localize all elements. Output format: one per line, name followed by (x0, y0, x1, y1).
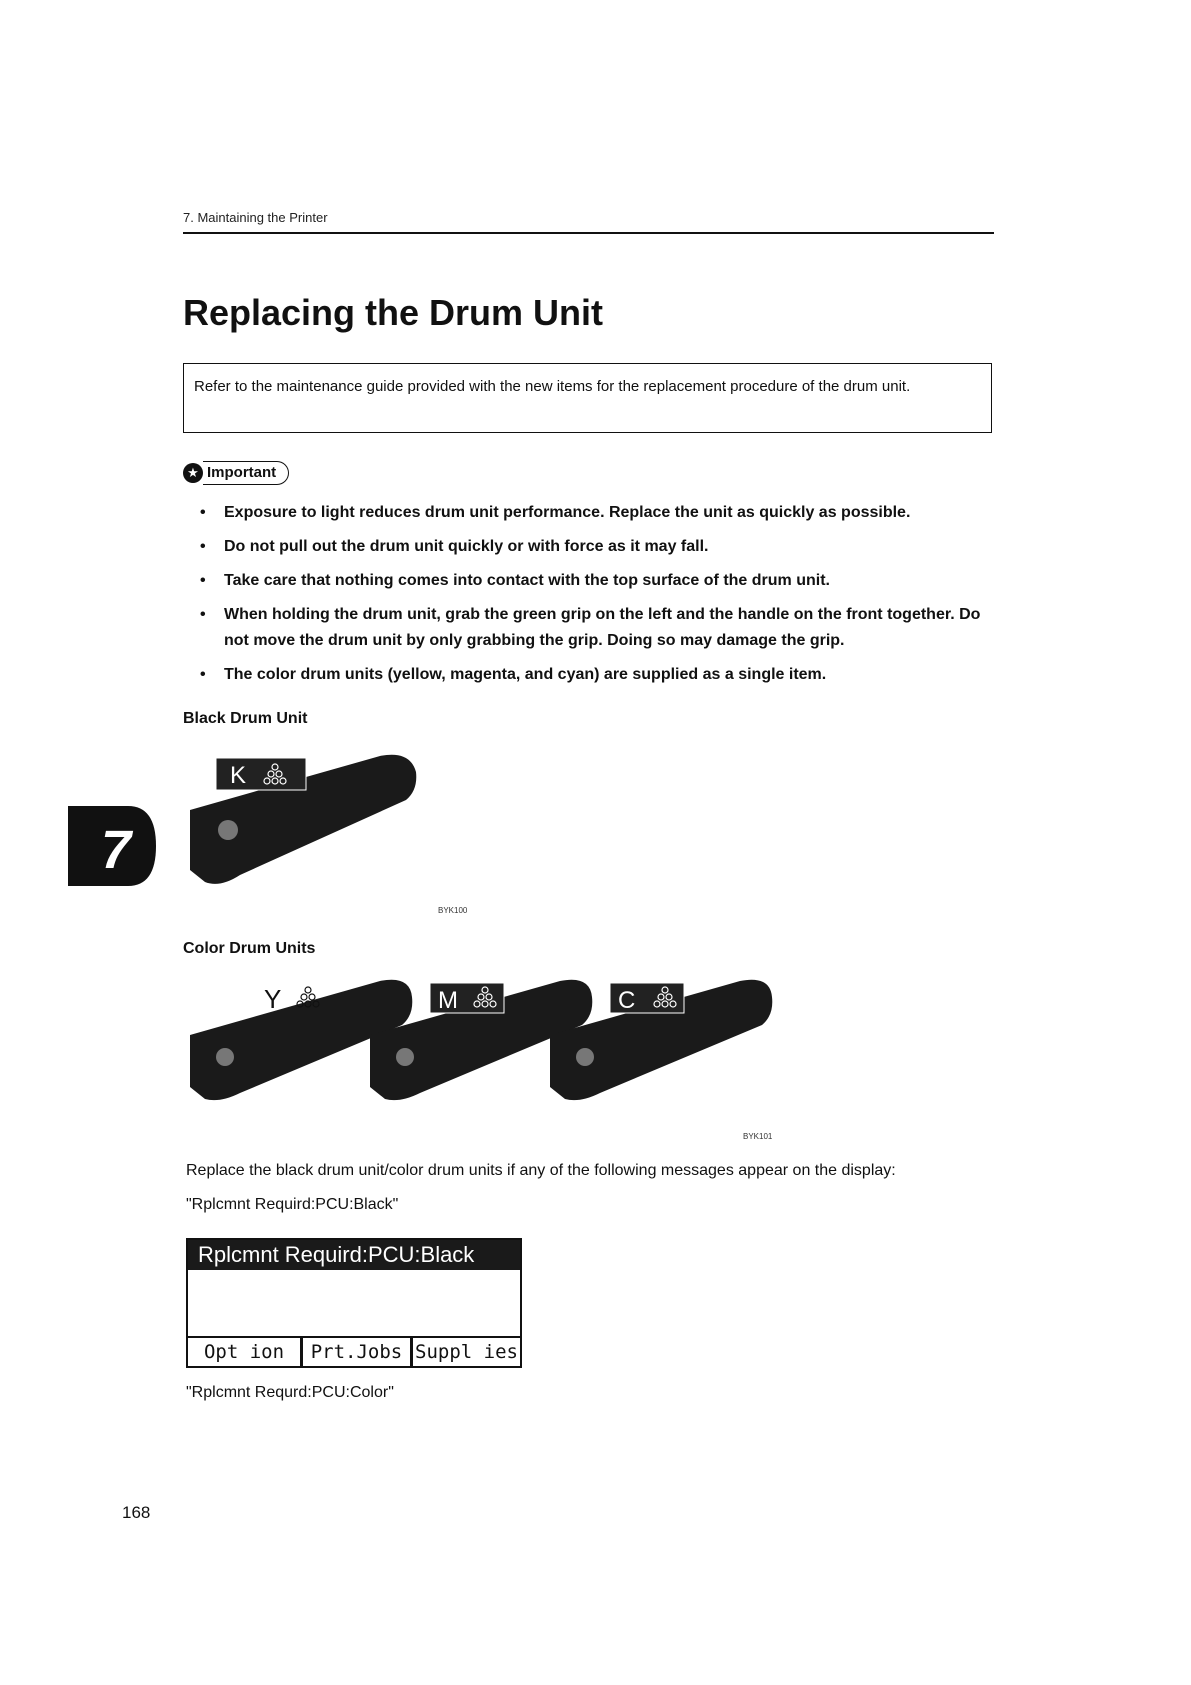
color-drum-label: Color Drum Units (183, 940, 316, 957)
message-black: "Rplcmnt Requird:PCU:Black" (186, 1196, 399, 1213)
lcd-softkeys (188, 1336, 520, 1366)
color-drums-illustration (180, 975, 780, 1115)
lcd-display (186, 1238, 522, 1368)
body-paragraph: Replace the black drum unit/color drum units if any of the following messages appear on the display: (186, 1162, 896, 1179)
page-number: 168 (122, 1503, 151, 1522)
list-item: • The color drum units (yellow, magenta, and cyan) are supplied as a single item. (200, 662, 1000, 688)
important-badge (183, 461, 289, 485)
drum-letter-m: M (438, 987, 458, 1014)
drum-body-shape (190, 755, 416, 884)
list-item: • Take care that nothing comes into contact with the top surface of the drum unit. (200, 568, 1000, 594)
header-rule (183, 232, 994, 234)
drum-letter-y: Y (264, 984, 282, 1014)
prt-jobs-key: Prt.Jobs (300, 1338, 410, 1366)
figure-code: BYK100 (438, 906, 468, 915)
chapter-tab (68, 806, 156, 886)
chapter-number: 7 (100, 820, 132, 880)
lcd-header: Rplcmnt Requird:PCU:Black (188, 1240, 520, 1270)
list-item: • Exposure to light reduces drum unit performance. Replace the unit as quickly as possible. (200, 500, 1000, 526)
important-list (200, 500, 1000, 696)
star-icon: ★ (183, 463, 203, 483)
page-title: Replacing the Drum Unit (183, 292, 604, 333)
drum-letter-k: K (230, 762, 247, 789)
message-color: "Rplcmnt Requrd:PCU:Color" (186, 1384, 394, 1401)
list-item: • When holding the drum unit, grab the green grip on the left and the handle on the front together. Do not move the drum unit by only grabbing the grip. Doing so may damage the grip. (200, 602, 1000, 654)
black-drum-label: Black Drum Unit (183, 710, 308, 727)
important-label: Important (203, 461, 289, 485)
running-head: 7. Maintaining the Printer (183, 210, 328, 225)
notice-box: Refer to the maintenance guide provided with the new items for the replacement procedure of the drum unit. (183, 363, 992, 433)
list-item: • Do not pull out the drum unit quickly or with force as it may fall. (200, 534, 1000, 560)
figure-code: BYK101 (743, 1132, 773, 1141)
drum-letter-c: C (618, 987, 636, 1014)
option-key: Opt ion (203, 1341, 285, 1363)
black-drum-illustration (180, 750, 420, 900)
supplies-key: Suppl ies (410, 1338, 520, 1366)
